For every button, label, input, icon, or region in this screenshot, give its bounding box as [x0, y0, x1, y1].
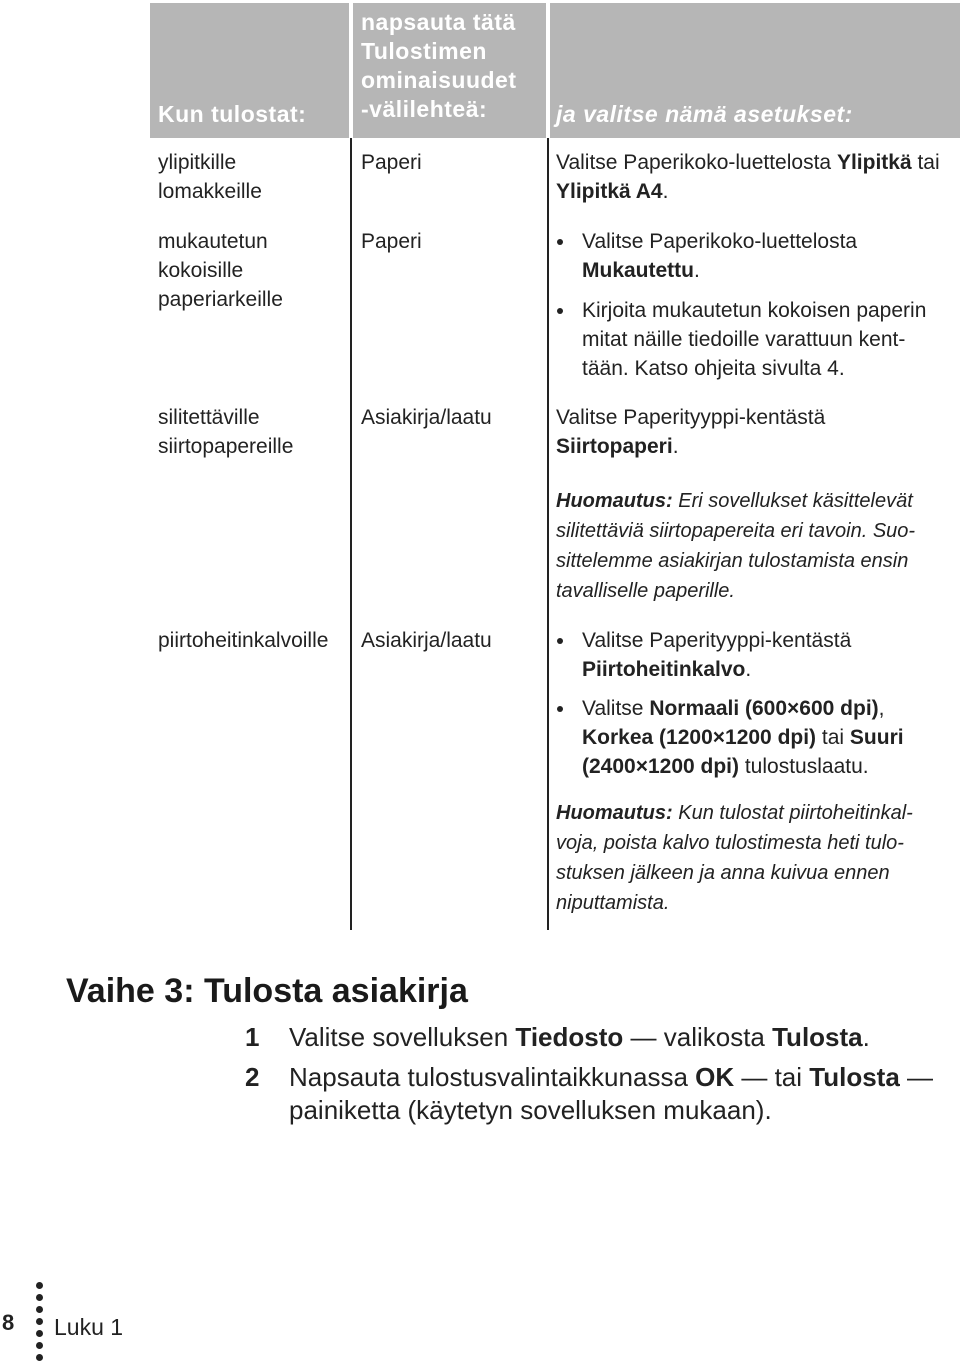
section-title: Vaihe 3: Tulosta asiakirja — [66, 972, 468, 1010]
bullet-icon — [557, 308, 563, 314]
decorative-dot — [36, 1306, 43, 1313]
decorative-dot — [36, 1294, 43, 1301]
decorative-dot — [36, 1330, 43, 1337]
row3-tab: Asiakirja/laatu — [361, 406, 492, 429]
bullet-icon — [557, 239, 563, 245]
row3-setting: Valitse Paperityyppi-kentästä Siirtopaperi. — [556, 406, 826, 458]
note-label: Huomautus: — [556, 490, 673, 512]
column-divider-2 — [547, 138, 549, 930]
page-number: 8 — [2, 1310, 15, 1335]
decorative-dot — [36, 1282, 43, 1289]
bullet-icon — [557, 638, 563, 644]
decorative-dot — [36, 1342, 43, 1349]
column-divider-1 — [350, 138, 352, 930]
row4-bullet1: Valitse Paperityyppi-kentästä Piirtoheitinkalvo. — [582, 629, 852, 681]
decorative-dot — [36, 1354, 43, 1361]
row4-target: piirtoheitinkalvoille — [158, 629, 329, 652]
step-number: 2 — [245, 1062, 260, 1092]
row2-tab: Paperi — [361, 230, 422, 253]
bullet-icon — [557, 706, 563, 712]
header-settings-label: ja valitse nämä asetukset: — [556, 101, 853, 127]
row1-tab: Paperi — [361, 151, 422, 174]
row2-bullet1: Valitse Paperikoko-luettelosta Mukautettu. — [582, 230, 858, 282]
chapter-label: Luku 1 — [54, 1314, 124, 1340]
row4-tab: Asiakirja/laatu — [361, 629, 492, 652]
row2-target: mukautetun kokoisille paperiarkeille — [158, 230, 283, 311]
row3-target: silitettäville siirtopapereille — [158, 406, 294, 458]
row1-setting: Valitse Paperikoko-luettelosta Ylipitkä tai Ylipitkä A4. — [556, 151, 940, 203]
step-2-text: Napsauta tulostusvalintaikkunassa OK — tai Tulosta — painiketta (käytetyn sovelluksen mukaan). — [289, 1062, 934, 1125]
step-1-text: Valitse sovelluksen Tiedosto — valikosta Tulosta. — [289, 1022, 870, 1052]
row4-note: Huomautus: Kun tulostat piirtoheitinkal- voja, poista kalvo tulostimesta heti tulo- stuksen jälkeen ja anna kuivua ennen niputtamista. — [556, 802, 913, 914]
header-when-label: Kun tulostat: — [158, 101, 307, 127]
row4-bullet2: Valitse Normaali (600×600 dpi), Korkea (1200×1200 dpi) tai Suuri (2400×1200 dpi) tulostuslaatu. — [582, 697, 904, 778]
row3-note: Huomautus: Eri sovellukset käsittelevät silitettäviä siirtopapereita eri tavoin. Suo- sittelemme asiakirjan tulostamista ensin tavalliselle paperille. — [556, 490, 916, 602]
row2-bullet2: Kirjoita mukautetun kokoisen paperin mitat näille tiedoille varattuun kent- tään. Katso ohjeita sivulta 4. — [582, 299, 927, 380]
note-label: Huomautus: — [556, 802, 673, 824]
row1-target: ylipitkille lomakkeille — [158, 151, 262, 203]
header-tab-label: napsauta tätä Tulostimen ominaisuudet -välilehteä: — [361, 9, 517, 122]
step-number: 1 — [245, 1022, 260, 1052]
decorative-dot — [36, 1318, 43, 1325]
